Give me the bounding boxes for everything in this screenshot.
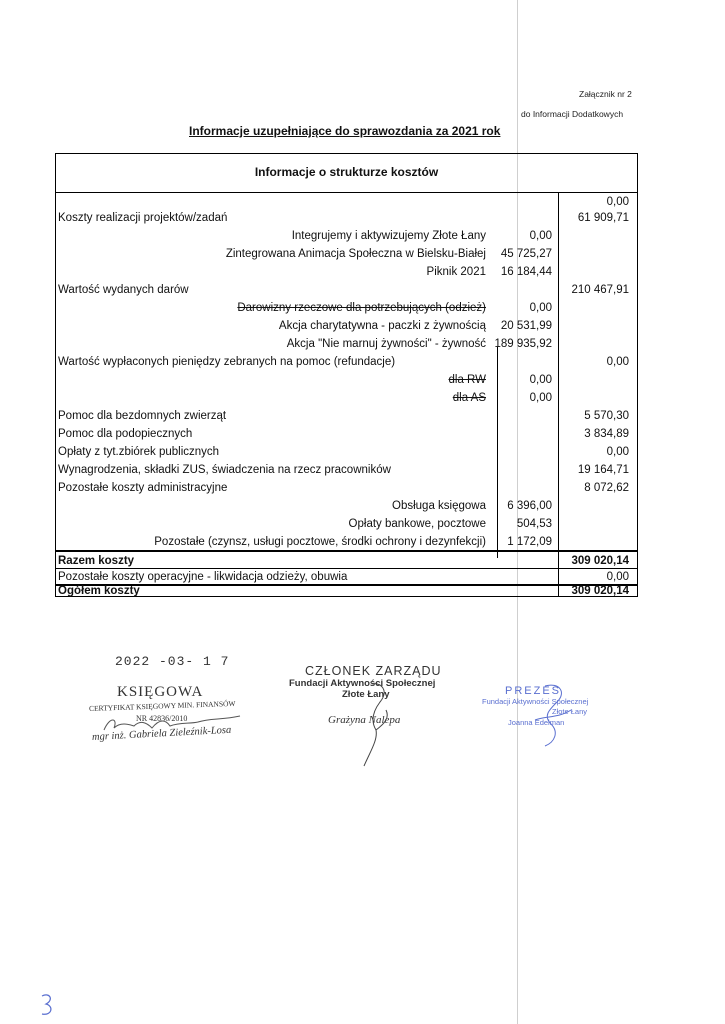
row-total: 3 834,89 — [584, 428, 629, 440]
table-row-ogolem — [56, 582, 637, 600]
table-row — [56, 425, 637, 443]
row-total: 0,00 — [606, 446, 629, 458]
row-total: 19 164,71 — [577, 464, 629, 476]
table-row — [56, 209, 637, 227]
row-label: Pozostałe (czynsz, usługi pocztowe, środki ochrony i dezynfekcji) — [154, 536, 486, 548]
table-heading — [56, 154, 637, 193]
table-row — [56, 281, 637, 299]
table-row — [56, 389, 637, 407]
row-total: 309 020,14 — [571, 555, 629, 567]
row-amount: 0,00 — [529, 230, 552, 242]
table-row — [56, 533, 637, 551]
row-label: Akcja "Nie marnuj żywności" - żywność — [286, 338, 486, 350]
row-label: Piknik 2021 — [426, 266, 486, 278]
row-label: Obsługa księgowa — [392, 500, 486, 512]
board-member-name: Grażyna Nalepa — [328, 714, 401, 726]
table-row — [56, 515, 637, 533]
row-total: 0,00 — [606, 196, 629, 208]
table-row — [56, 299, 637, 317]
document-title: Informacje uzupełniające do sprawozdania za 2021 rok — [189, 124, 501, 138]
accountant-signature — [100, 712, 250, 738]
row-label-struck: Darowizny rzeczowe dla potrzebujących (odzież) — [237, 302, 486, 314]
board-member-stamp-title: CZŁONEK ZARZĄDU — [305, 664, 442, 678]
accountant-certificate-number: NR 42836/2010 — [136, 714, 188, 723]
row-label-struck: dla RW — [448, 374, 486, 386]
row-label: Pozostałe koszty administracyjne — [58, 482, 228, 494]
row-label: Razem koszty — [58, 555, 135, 567]
president-foundation-name: Złote Łany — [552, 707, 588, 716]
row-total: 61 909,71 — [577, 212, 629, 224]
table-row — [56, 353, 637, 371]
table-row — [56, 317, 637, 335]
row-total: 210 467,91 — [571, 284, 629, 296]
row-label: Akcja charytatywna - paczki z żywnością — [278, 320, 486, 332]
row-label-struck: dla AS — [452, 392, 486, 404]
table-row — [56, 479, 637, 497]
row-total: 5 570,30 — [584, 410, 629, 422]
row-amount: 1 172,09 — [507, 536, 552, 548]
row-amount: 0,00 — [529, 374, 552, 386]
table-row — [56, 335, 637, 353]
president-signature — [515, 680, 588, 750]
row-label: Pozostałe koszty operacyjne - likwidacja odzieży, obuwia — [58, 571, 348, 583]
row-label: Pomoc dla podopiecznych — [58, 428, 193, 440]
row-total: 0,00 — [606, 356, 629, 368]
row-amount: 16 184,44 — [500, 266, 552, 278]
row-label: Pomoc dla bezdomnych zwierząt — [58, 410, 227, 422]
table-row — [56, 497, 637, 515]
initials-mark — [36, 990, 66, 1020]
row-total: 8 072,62 — [584, 482, 629, 494]
row-label: Wartość wypłaconych pieniędzy zebranych na pomoc (refundacje) — [58, 356, 396, 368]
president-name: Joanna Edelman — [508, 718, 565, 727]
row-amount: 0,00 — [529, 392, 552, 404]
row-label: Integrujemy i aktywizujemy Złote Łany — [291, 230, 486, 242]
row-total: 309 020,14 — [571, 585, 629, 597]
board-member-foundation-name: Złote Łany — [342, 689, 390, 700]
president-stamp-title: PREZES — [505, 685, 562, 697]
accountant-stamp-title: KSIĘGOWA — [117, 684, 204, 700]
row-amount: 189 935,92 — [494, 338, 552, 350]
row-label: Opłaty bankowe, pocztowe — [348, 518, 486, 530]
row-label: Zintegrowana Animacja Społeczna w Bielsku-Białej — [225, 248, 486, 260]
accountant-certificate: CERTYFIKAT KSIĘGOWY MIN. FINANSÓW — [88, 698, 236, 713]
row-amount: 20 531,99 — [500, 320, 552, 332]
president-foundation: Fundacji Aktywności Społecznej — [482, 697, 589, 706]
row-total: 0,00 — [606, 571, 629, 583]
attachment-number: Załącznik nr 2 — [579, 89, 632, 99]
table-row — [56, 443, 637, 461]
row-label: Koszty realizacji projektów/zadań — [58, 212, 228, 224]
accountant-name: mgr inż. Gabriela Zieleźnik-Losa — [91, 724, 232, 743]
cost-structure-table — [55, 153, 638, 597]
board-member-foundation: Fundacji Aktywności Społecznej — [289, 678, 436, 689]
row-amount: 6 396,00 — [507, 500, 552, 512]
row-amount: 45 725,27 — [500, 248, 552, 260]
table-row — [56, 263, 637, 281]
table-row — [56, 227, 637, 245]
attachment-reference: do Informacji Dodatkowych — [521, 109, 624, 119]
row-amount: 0,00 — [529, 302, 552, 314]
table-row — [56, 407, 637, 425]
table-heading-text: Informacje o strukturze kosztów — [254, 165, 439, 179]
board-member-signature — [350, 680, 410, 770]
row-label: Opłaty z tyt.zbiórek publicznych — [58, 446, 220, 458]
row-label: Ogółem koszty — [58, 585, 140, 597]
table-row — [56, 461, 637, 479]
table-row — [56, 245, 637, 263]
table-row — [56, 371, 637, 389]
row-label: Wartość wydanych darów — [58, 284, 189, 296]
row-label: Wynagrodzenia, składki ZUS, świadczenia na rzecz pracowników — [58, 464, 391, 476]
date-stamp: 2022 -03- 1 7 — [115, 654, 230, 669]
row-amount: 504,53 — [516, 518, 552, 530]
